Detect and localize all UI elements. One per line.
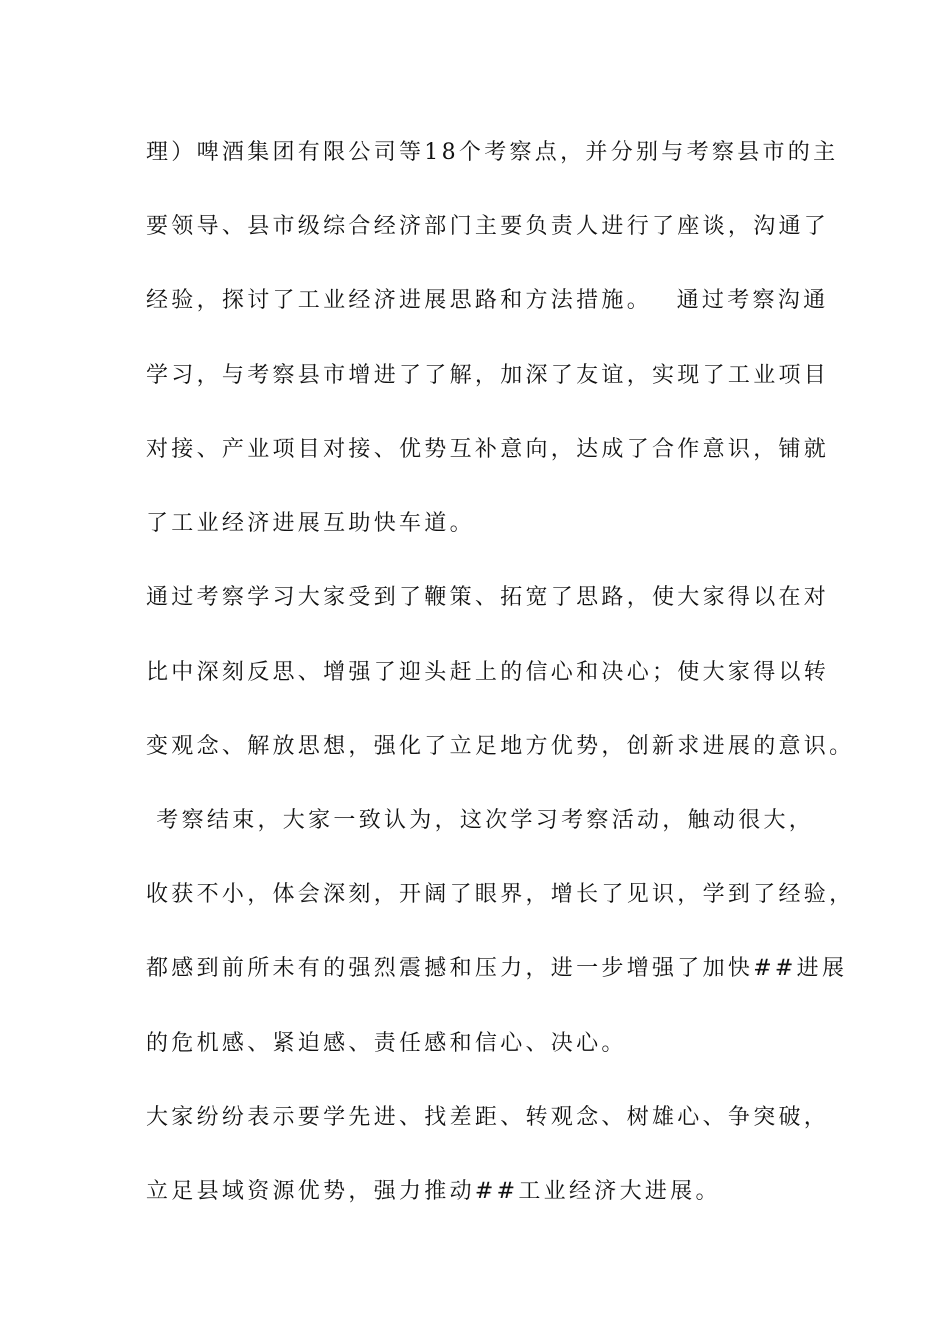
paragraph-1-line-4: 学习，与考察县市增进了了解，加深了友谊，实现了工业项目 [146,363,830,388]
paragraph-4-line-2: 立足县域资源优势，强力推动##工业经济大进展。 [146,1179,721,1204]
paragraph-1-line-6: 了工业经济进展互助快车道。 [146,511,475,536]
paragraph-3-line-2: 收获不小，体会深刻，开阔了眼界，增长了见识，学到了经验， [146,882,855,907]
paragraph-1-line-5: 对接、产业项目对接、优势互补意向，达成了合作意识，铺就 [146,437,830,462]
paragraph-3-line-3: 都感到前所未有的强烈震撼和压力，进一步增强了加快##进展 [146,956,848,981]
paragraph-1-line-3: 经验，探讨了工业经济进展思路和方法措施。 通过考察沟通 [146,288,829,313]
paragraph-2-line-2: 比中深刻反思、增强了迎头赶上的信心和决心；使大家得以转 [146,660,830,685]
paragraph-2-line-3: 变观念、解放思想，强化了立足地方优势，创新求进展的意识。 [146,734,855,759]
paragraph-4-line-1: 大家纷纷表示要学先进、找差距、转观念、树雄心、争突破， [146,1105,830,1130]
paragraph-1-line-1: 理）啤酒集团有限公司等18个考察点，并分别与考察县市的主 [146,140,839,165]
paragraph-1-line-2: 要领导、县市级综合经济部门主要负责人进行了座谈，沟通了 [146,214,830,239]
paragraph-3-line-1: 考察结束，大家一致认为，这次学习考察活动，触动很大， [146,808,815,833]
paragraph-3-line-4: 的危机感、紧迫感、责任感和信心、决心。 [146,1031,627,1056]
paragraph-2-line-1: 通过考察学习大家受到了鞭策、拓宽了思路，使大家得以在对 [146,585,830,610]
